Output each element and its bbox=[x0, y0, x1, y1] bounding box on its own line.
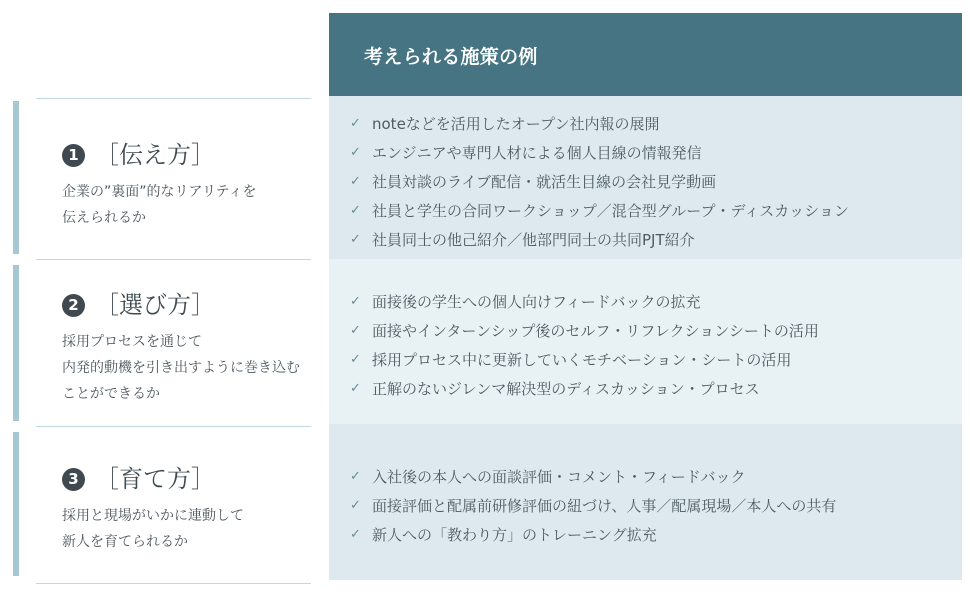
list-item bbox=[350, 196, 849, 225]
list-item bbox=[350, 462, 836, 491]
list-item-text: 面接評価と配属前研修評価の紐づけ、人事／配属現場／本人への共有 bbox=[372, 497, 837, 515]
list-item bbox=[350, 167, 849, 196]
check-icon: ✓ bbox=[350, 498, 361, 513]
row-1-description bbox=[62, 179, 322, 231]
row-1-examples-panel bbox=[329, 96, 962, 259]
list-item bbox=[350, 138, 849, 167]
check-icon: ✓ bbox=[350, 323, 361, 338]
row-3-examples-panel bbox=[329, 424, 962, 580]
row-2-description bbox=[62, 329, 322, 407]
number-2-icon: 2 bbox=[62, 294, 85, 317]
list-item bbox=[350, 287, 819, 316]
row-3-description-line: 新人を育てられるか bbox=[62, 534, 188, 550]
row-3-title-text: ［育て方］ bbox=[95, 465, 215, 493]
row-1-description-line: 伝えられるか bbox=[62, 210, 146, 226]
list-item-text: 新人への「教わり方」のトレーニング拡充 bbox=[372, 526, 657, 544]
list-item bbox=[350, 225, 849, 254]
row-2-examples-list bbox=[350, 287, 819, 403]
row-2-examples-panel bbox=[329, 259, 962, 424]
check-icon: ✓ bbox=[350, 294, 361, 309]
row-1-description-line: 企業の”裏面”的なリアリティを bbox=[62, 184, 257, 200]
row-2-title bbox=[62, 291, 322, 319]
list-item-text: 社員と学生の合同ワークショップ／混合型グループ・ディスカッション bbox=[372, 202, 849, 220]
list-item-text: 社員対談のライブ配信・就活生目線の会社見学動画 bbox=[372, 173, 717, 191]
row-1-top-divider bbox=[36, 98, 311, 99]
row-3-examples-list bbox=[350, 462, 836, 549]
list-item-text: 面接やインターンシップ後のセルフ・リフレクションシートの活用 bbox=[372, 322, 819, 340]
check-icon: ✓ bbox=[350, 381, 361, 396]
row-2-side-bar bbox=[13, 265, 19, 421]
row-3-description-line: 採用と現場がいかに連動して bbox=[62, 508, 244, 524]
row-2-title-text: ［選び方］ bbox=[95, 291, 215, 319]
check-icon: ✓ bbox=[350, 116, 361, 131]
list-item bbox=[350, 491, 836, 520]
row-2-description-line: 内発的動機を引き出すように巻き込む bbox=[62, 360, 300, 376]
row-3-description bbox=[62, 503, 322, 555]
list-item bbox=[350, 345, 819, 374]
examples-header bbox=[329, 13, 962, 96]
row-2-description-line: ことができるか bbox=[62, 386, 160, 402]
check-icon: ✓ bbox=[350, 527, 361, 542]
list-item bbox=[350, 374, 819, 403]
row-1-examples-list bbox=[350, 109, 849, 254]
check-icon: ✓ bbox=[350, 469, 361, 484]
row-3-side-bar bbox=[13, 432, 19, 576]
list-item-text: 採用プロセス中に更新していくモチベーション・シートの活用 bbox=[372, 351, 792, 369]
check-icon: ✓ bbox=[350, 232, 361, 247]
row-1-category bbox=[62, 141, 322, 231]
check-icon: ✓ bbox=[350, 352, 361, 367]
row-3-top-divider bbox=[36, 426, 311, 427]
row-1-side-bar bbox=[13, 101, 19, 254]
number-1-icon: 1 bbox=[62, 144, 85, 167]
list-item-text: 社員同士の他己紹介／他部門同士の共同PJT紹介 bbox=[372, 231, 695, 249]
row-3-category bbox=[62, 465, 322, 555]
row-3-title bbox=[62, 465, 322, 493]
list-item bbox=[350, 109, 849, 138]
check-icon: ✓ bbox=[350, 145, 361, 160]
row-3-bottom-divider bbox=[36, 583, 311, 584]
examples-header-title: 考えられる施策の例 bbox=[364, 46, 538, 68]
list-item-text: 正解のないジレンマ解決型のディスカッション・プロセス bbox=[372, 380, 760, 398]
list-item-text: 面接後の学生への個人向けフィードバックの拡充 bbox=[372, 293, 701, 311]
row-2-top-divider bbox=[36, 259, 311, 260]
list-item bbox=[350, 520, 836, 549]
list-item bbox=[350, 316, 819, 345]
row-1-title-text: ［伝え方］ bbox=[95, 141, 215, 169]
list-item-text: 入社後の本人への面談評価・コメント・フィードバック bbox=[372, 468, 746, 486]
list-item-text: エンジニアや専門人材による個人目線の情報発信 bbox=[372, 144, 702, 162]
check-icon: ✓ bbox=[350, 203, 361, 218]
number-3-icon: 3 bbox=[62, 468, 85, 491]
check-icon: ✓ bbox=[350, 174, 361, 189]
row-2-category bbox=[62, 291, 322, 407]
list-item-text: noteなどを活用したオープン社内報の展開 bbox=[372, 115, 660, 133]
row-2-description-line: 採用プロセスを通じて bbox=[62, 334, 202, 350]
row-1-title bbox=[62, 141, 322, 169]
